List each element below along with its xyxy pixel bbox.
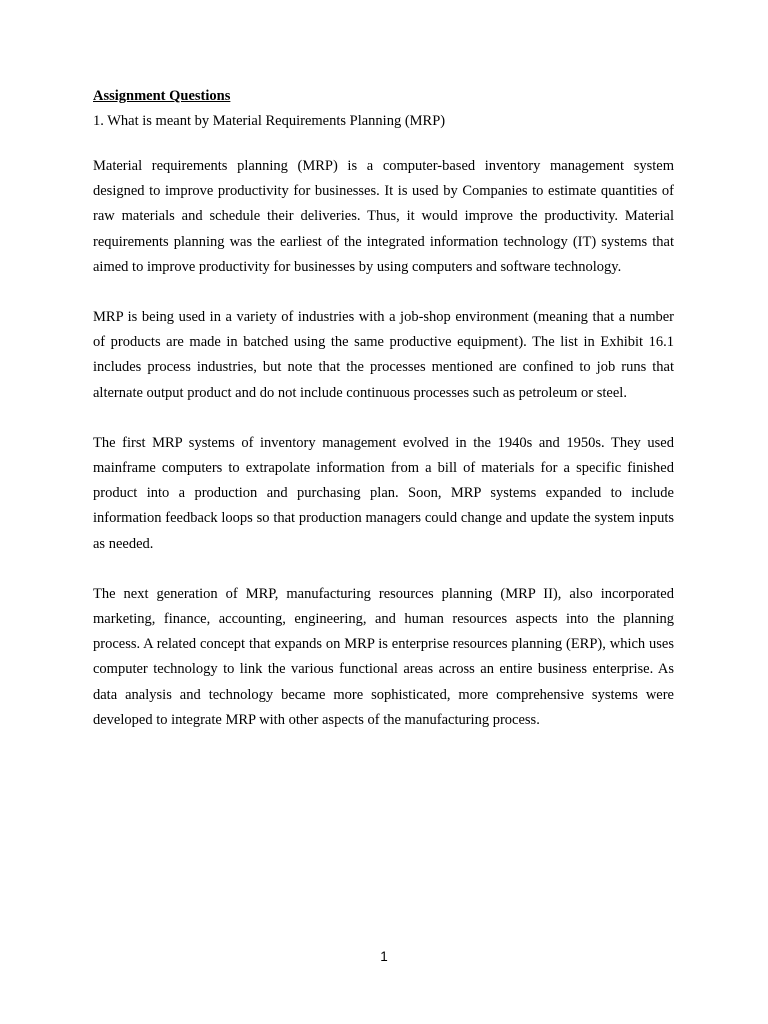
paragraph-mrp-history: The first MRP systems of inventory management evolved in the 1940s and 1950s. They used mainframe computers to extrapolate information from a bill of materials for a specific finished product into a production and purchasing plan. Soon, MRP systems expanded to include information feedback loops so that production managers could change and update the system inputs as needed. (93, 434, 674, 552)
page-number: 1 (380, 949, 388, 964)
assignment-heading: Assignment Questions (93, 88, 231, 104)
question-title: 1. What is meant by Material Requirements Planning (MRP) (93, 113, 446, 129)
paragraph-mrp-definition: Material requirements planning (MRP) is a computer-based inventory management system designed to improve productivity for businesses. It is used by Companies to estimate quantities of raw materials and schedule their deliveries. Thus, it would improve the productivity. Material requirements planning was the earliest of the integrated information technology (IT) systems that aimed to improve productivity for businesses by using computers and software technology. (93, 158, 674, 275)
paragraph-mrp-industries: MRP is being used in a variety of industries with a job-shop environment (meaning that a number of products are made in batched using the same productive equipment). The list in Exhibit 16.1 includes process industries, but note that the processes mentioned are confined to job runs that alternate output product and do not include continuous processes such as petroleum or steel. (93, 309, 674, 401)
document-body (93, 86, 674, 733)
paragraph-mrp-next-generation: The next generation of MRP, manufacturing resources planning (MRP II), also incorporated marketing, finance, accounting, engineering, and human resources aspects into the planning process. A related concept that expands on MRP is enterprise resources planning (ERP), which uses computer technology to link the various functional areas across an entire business enterprise. As data analysis and technology became more sophisticated, more comprehensive systems were developed to integrate MRP with other aspects of the manufacturing process. (93, 585, 674, 728)
